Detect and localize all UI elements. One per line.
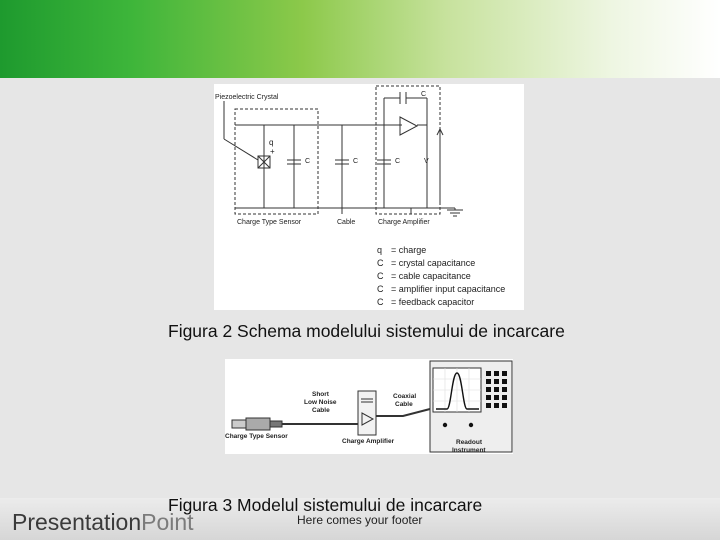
schematic-diagram (214, 84, 524, 310)
plus-sign: + (270, 147, 275, 156)
legend-symbol-5: C (377, 297, 384, 307)
voltage-label: V (424, 158, 429, 165)
coaxial-cable-label-2: Cable (395, 401, 413, 408)
figure-measurement-system (225, 359, 513, 454)
readout-label-2: Instrument (452, 447, 486, 454)
figure3-caption: Figura 3 Modelul sistemului de incarcare (168, 495, 483, 515)
legend-text-3: = cable capacitance (391, 271, 471, 281)
cable-label: Cable (337, 219, 356, 226)
cable-cap-label: C (353, 158, 359, 165)
logo-part-2: Point (141, 509, 194, 535)
input-cap-label: C (395, 158, 401, 165)
charge-q-label: q (269, 138, 274, 147)
footer-text: Here comes your footer (297, 513, 423, 527)
legend-symbol-1: q (377, 245, 383, 255)
legend-text-5: = feedback capacitor (391, 297, 475, 307)
piezo-crystal-label: Piezoelectric Crystal (215, 94, 279, 101)
legend-text-4: = amplifier input capacitance (391, 284, 506, 294)
amplifier-label: Charge Amplifier (342, 438, 395, 445)
figure-charge-model-schematic (214, 84, 524, 310)
amplifier-symbol (400, 117, 417, 135)
system-diagram (225, 359, 513, 454)
short-cable-label-3: Cable (312, 407, 330, 414)
header-banner (0, 0, 720, 78)
logo-part-1: Presentation (12, 509, 142, 535)
legend-symbol-4: C (377, 284, 384, 294)
legend-text-1: = charge (391, 245, 427, 255)
coaxial-cable-label-1: Coaxial (393, 393, 417, 400)
presentation-point-logo (12, 509, 194, 536)
legend-symbol-2: C (377, 258, 384, 268)
legend-symbol-3: C (377, 271, 384, 281)
amplifier-label: Charge Amplifier (378, 219, 430, 226)
amplifier-box (376, 86, 440, 214)
sensor-label: Charge Type Sensor (225, 433, 288, 440)
short-cable-label-1: Short (312, 391, 329, 398)
crystal-cap-label: C (305, 158, 311, 165)
feedback-cap-label: C (421, 91, 427, 98)
figure2-caption: Figura 2 Schema modelului sistemului de incarcare (168, 321, 565, 341)
sensor-label: Charge Type Sensor (237, 219, 302, 226)
short-cable-label-2: Low Noise (304, 399, 337, 406)
readout-label-1: Readout (456, 439, 482, 446)
legend-text-2: = crystal capacitance (391, 258, 476, 268)
